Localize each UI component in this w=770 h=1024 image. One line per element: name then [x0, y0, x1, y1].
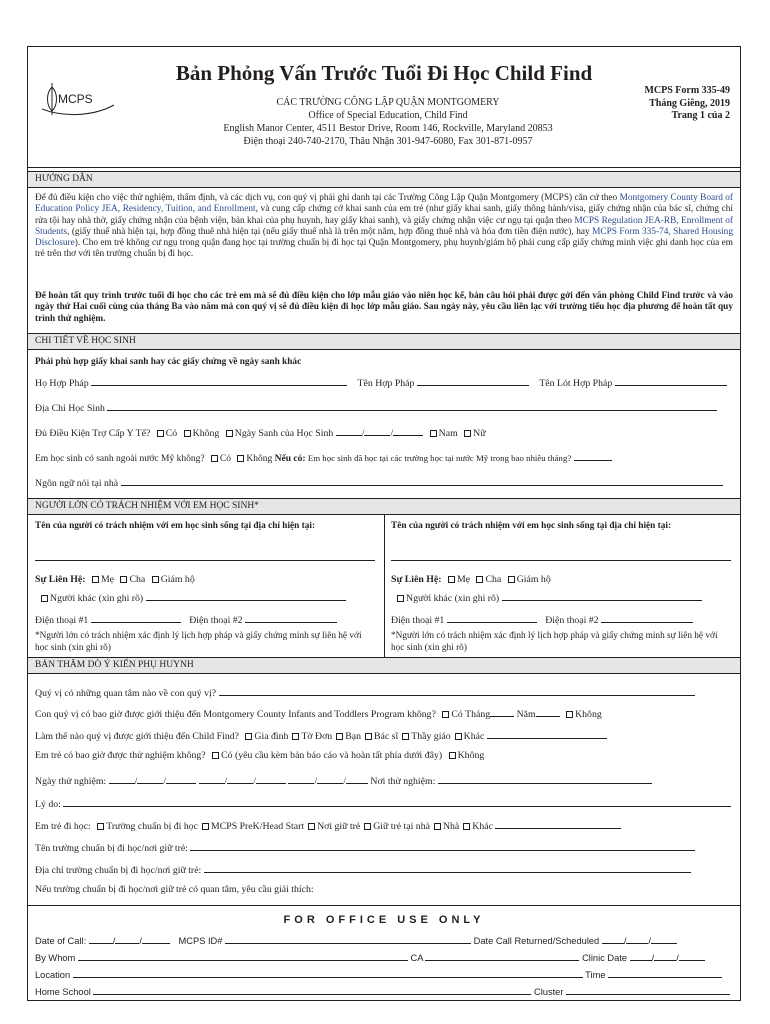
time-label: Time [585, 970, 606, 980]
attends-option-5-checkbox[interactable] [463, 823, 470, 830]
office-phones: Điện thoại 240-740-2170, Thâu Nhận 301-947-6080, Fax 301-871-0957 [243, 136, 533, 147]
us-school-months-field[interactable] [574, 450, 612, 461]
form-page [27, 46, 741, 1001]
adult-2-phone1-field[interactable] [447, 612, 537, 623]
attends-option-2-checkbox[interactable] [308, 823, 315, 830]
adult-1-other-field[interactable] [146, 590, 346, 601]
infants-toddlers-no-checkbox[interactable] [566, 711, 573, 718]
referral-options [241, 731, 484, 742]
adult-1-name-field[interactable] [35, 550, 375, 561]
attends-other-field[interactable] [495, 818, 621, 829]
reason-label: Lý do: [35, 799, 61, 810]
medical-yes-label: Có [165, 428, 178, 439]
office-name: Office of Special Education, Child Find [308, 110, 468, 121]
attends-option-4-label: Nhà [442, 821, 460, 832]
first-name-label: Tên Hợp Pháp [357, 378, 415, 389]
form-meta [644, 85, 730, 123]
adult-2-column [391, 520, 736, 678]
adult-2-father-checkbox[interactable] [476, 576, 483, 583]
adult-1-relation-label: Sự Liên Hệ: [35, 574, 86, 585]
instructions-text-1: Để đủ điều kiện cho việc thử nghiệm, thẩm định, và các dịch vụ, con quý vị phải ghi danh tại các Trường Công Lập Quận Montgomery (MCPS) căn cứ theo [35, 193, 620, 203]
deadline-paragraph: Để hoàn tất quy trình trước tuổi đi học cho các trẻ em mà sẽ đủ điều kiện cho lớp mẫu giáo vào niên học kế, bản câu hỏi phải được gởi đến văn phòng Child Find trước và vào ngày thứ Hai cuối cùng của tháng Ba vào năm mà con quý vị sẽ đủ điều kiện đi học lớp mẫu giáo. Sau ngày này, yêu cầu liên lạc với trường tiểu học địa phương để hoàn tất quy trình thử nghiệm. [35, 291, 733, 324]
date-returned-day[interactable] [626, 933, 648, 944]
adult-2-father-label: Cha [485, 574, 502, 585]
birth-doc-note: Phải phù hợp giấy khai sanh hay các giấy chứng về ngày sanh khác [35, 357, 302, 367]
school-name-field[interactable] [190, 840, 695, 851]
concerns-label: Quý vị có những quan tâm nào về con quý vị? [35, 688, 217, 699]
office-row-1: Date of Call: / / MCPS ID# Date Call Returned/Scheduled / / [35, 933, 735, 946]
date-of-call-year[interactable] [142, 933, 170, 944]
us-school-months-label: Em học sinh đã học tại các trường học tại nước Mỹ trong bao nhiêu tháng? [307, 453, 572, 463]
school-concerns-row [35, 884, 735, 896]
page-number: Trang 1 của 2 [671, 110, 730, 121]
policy-jea-link[interactable]: Montgomery County Board of Education Policy JEA, Residency, Tuition, and Enrollment [35, 193, 733, 215]
mcps-id-field[interactable] [225, 933, 471, 944]
infants-toddlers-month-label: Tháng [465, 709, 491, 720]
adult-1-column [35, 520, 380, 678]
responsible-adults-heading: NGƯỜI LỚN CÓ TRÁCH NHIỆM VỚI EM HỌC SINH* [28, 498, 740, 515]
dob-year-field[interactable] [393, 425, 423, 436]
male-label: Nam [438, 428, 458, 439]
infants-toddlers-yes-checkbox[interactable] [442, 711, 449, 718]
school-name-label: Tên trường chuẩn bị đi học/nơi giữ trẻ: [35, 843, 188, 854]
tested-row [35, 750, 735, 762]
date-returned-month[interactable] [602, 933, 624, 944]
referral-option-5-checkbox[interactable] [455, 733, 462, 740]
test-date-2-month[interactable] [199, 773, 225, 784]
test-date-2-year[interactable] [256, 773, 286, 784]
adult-1-other-label: Người khác (xin ghi rõ) [50, 593, 144, 604]
tested-no-label: Không [457, 750, 485, 761]
school-system-name: CÁC TRƯỜNG CÔNG LẬP QUẬN MONTGOMERY [276, 97, 500, 108]
adult-2-footnote: *Người lớn có trách nhiệm xác định lý lịch hợp pháp và giấy chứng minh sự liên hệ với học sinh (xin ghi rõ) [391, 631, 718, 653]
by-whom-field[interactable] [78, 950, 408, 961]
last-name-label: Họ Hợp Pháp [35, 378, 89, 389]
test-date-1-month[interactable] [109, 773, 135, 784]
reason-row [35, 796, 735, 811]
female-checkbox[interactable] [464, 430, 471, 437]
concerns-field[interactable] [219, 685, 695, 696]
ca-label: CA [410, 953, 423, 963]
attends-option-3-checkbox[interactable] [364, 823, 371, 830]
test-date-3-year[interactable] [346, 773, 368, 784]
adult-2-guardian-checkbox[interactable] [508, 576, 515, 583]
referral-other-field[interactable] [487, 728, 607, 739]
infants-toddlers-label: Con quý vị có bao giờ được giới thiệu đến Montgomery County Infants and Toddlers Program không? [35, 709, 436, 720]
test-date-1-year[interactable] [166, 773, 196, 784]
adult-1-phone2-label: Điện thoại #2 [189, 615, 243, 626]
adult-2-other-label: Người khác (xin ghi rõ) [406, 593, 500, 604]
student-details-heading: CHI TIẾT VỀ HỌC SINH [28, 333, 740, 350]
office-row-2: By Whom CA Clinic Date / / [35, 950, 735, 963]
adult-1-father-label: Cha [129, 574, 146, 585]
referral-label: Làm thế nào quý vị được giới thiệu đến Child Find? [35, 731, 239, 742]
logo-text: MCPS [58, 92, 93, 106]
test-location-label: Nơi thử nghiệm: [370, 776, 436, 787]
adult-2-other-field[interactable] [502, 590, 702, 601]
test-date-row: Ngày thử nghiệm: / / / / / / Nơi thử nghiệm: [35, 773, 735, 788]
instructions-heading: HƯỚNG DẪN [28, 171, 740, 188]
ca-field[interactable] [425, 950, 579, 961]
attends-option-0-checkbox[interactable] [97, 823, 104, 830]
adult-2-other-checkbox[interactable] [397, 595, 404, 602]
referral-row [35, 728, 735, 743]
dob-day-field[interactable] [364, 425, 390, 436]
adult-2-other-row [391, 590, 736, 604]
adult-1-mother-checkbox[interactable] [92, 576, 99, 583]
tested-label: Em trẻ có bao giờ được thử nghiệm không? [35, 750, 206, 761]
adult-1-guardian-label: Giám hộ [160, 574, 195, 585]
attends-option-5-label: Khác [472, 821, 493, 832]
name-row [35, 375, 735, 390]
adult-1-relation-row [35, 574, 380, 585]
adult-1-other-checkbox[interactable] [41, 595, 48, 602]
office-row-4 [35, 984, 735, 997]
adult-1-phone2-field[interactable] [245, 612, 337, 623]
first-name-field[interactable] [417, 375, 529, 386]
adult-2-phone2-label: Điện thoại #2 [545, 615, 599, 626]
adult-2-phone1-label: Điện thoại #1 [391, 615, 445, 626]
instructions-text-4: ). Cho em trẻ không cư ngụ trong quận đang học tại trường chuẩn bị đi học tại Quận Montgomery, phụ huynh/giám hộ phải cung cấp giấy chứng minh việc ghi danh học của em trẻ trên thơ với tên trường chuẩn bị đi học. [35, 238, 733, 260]
time-field[interactable] [608, 967, 722, 978]
attends-option-4-checkbox[interactable] [434, 823, 441, 830]
male-checkbox[interactable] [430, 430, 437, 437]
test-location-field[interactable] [438, 773, 652, 784]
tested-yes-label: Có (yêu cầu kèm bản báo cáo và hoàn tất phía dưới đây) [221, 750, 443, 761]
adult-1-guardian-checkbox[interactable] [152, 576, 159, 583]
form-number: MCPS Form 335-49 [644, 85, 730, 96]
cluster-label: Cluster [534, 987, 564, 997]
adult-2-mother-checkbox[interactable] [448, 576, 455, 583]
office-divider [28, 905, 740, 906]
referral-option-2-label: Bạn [345, 731, 361, 742]
concerns-row [35, 685, 735, 700]
dob-label: Ngày Sanh của Học Sinh [234, 428, 334, 439]
attends-option-3-label: Giữ trẻ tại nhà [373, 821, 430, 832]
last-name-field[interactable] [91, 375, 347, 386]
attends-option-1-checkbox[interactable] [202, 823, 209, 830]
test-date-label: Ngày thử nghiệm: [35, 776, 107, 787]
office-row-3 [35, 967, 735, 980]
attends-options [93, 821, 493, 832]
medical-label: Đủ Điều Kiện Trợ Cấp Y Tế? [35, 428, 151, 439]
medical-dob-row: Đủ Điều Kiện Trợ Cấp Y Tế? Có Không Ngày Sanh của Học Sinh / / Nam Nữ [35, 425, 735, 440]
language-field[interactable] [121, 475, 723, 486]
referral-option-5-label: Khác [463, 731, 485, 742]
born-abroad-yes-checkbox[interactable] [211, 455, 218, 462]
adult-1-phone1-label: Điện thoại #1 [35, 615, 89, 626]
date-of-call-month[interactable] [89, 933, 113, 944]
adult-1-title: Tên của người có trách nhiệm với em học sinh sống tại địa chỉ hiện tại: [35, 521, 316, 531]
instructions-text-3: , (giấy thuế nhà hiện tại, hợp đồng thuê nhà hiện tại (nếu giấy thuế nhà là trên một năm, hợp đồng thuê nhà và hóa đơn tiền điện nước), hay [67, 226, 593, 237]
referral-option-0-label: Gia đình [254, 731, 289, 742]
clinic-date-month[interactable] [630, 950, 652, 961]
infants-toddlers-year-field[interactable] [536, 706, 560, 717]
adult-2-guardian-label: Giám hộ [516, 574, 551, 585]
if-yes-label: Nếu có: [274, 454, 306, 464]
infants-toddlers-year-label: Năm [516, 709, 536, 720]
reason-field[interactable] [63, 796, 731, 807]
home-school-field[interactable] [93, 984, 531, 995]
adult-1-footnote: *Người lớn có trách nhiệm xác định lý lịch hợp pháp và giấy chứng minh sự liên hệ với học sinh (xin ghi rõ) [35, 631, 362, 653]
office-address: English Manor Center, 4511 Bestor Drive, Room 146, Rockville, Maryland 20853 [223, 123, 553, 134]
referral-option-0-checkbox[interactable] [245, 733, 252, 740]
school-name-row [35, 840, 735, 855]
dob-checkbox[interactable] [226, 430, 233, 437]
office-address-block [178, 96, 598, 148]
date-of-call-label: Date of Call: [35, 936, 87, 946]
adult-2-mother-label: Mẹ [456, 574, 471, 585]
born-abroad-no-checkbox[interactable] [237, 455, 244, 462]
attends-row [35, 818, 735, 833]
adults-column-divider [384, 515, 385, 657]
referral-option-1-label: Tờ Đơn [301, 731, 333, 742]
medical-no-checkbox[interactable] [184, 430, 191, 437]
born-abroad-no-label: Không [246, 454, 273, 464]
infants-toddlers-row [35, 706, 735, 721]
medical-yes-checkbox[interactable] [157, 430, 164, 437]
referral-option-3-checkbox[interactable] [365, 733, 372, 740]
adult-1-mother-label: Mẹ [100, 574, 115, 585]
address-field[interactable] [107, 400, 717, 411]
attends-option-0-label: Trường chuẩn bị đi học [106, 821, 198, 832]
tested-no-checkbox[interactable] [449, 752, 456, 759]
tested-yes-checkbox[interactable] [212, 752, 219, 759]
infants-toddlers-yes-label: Có [451, 709, 463, 720]
middle-name-field[interactable] [615, 375, 727, 386]
office-use-title: FOR OFFICE USE ONLY [283, 914, 485, 926]
form-title: Bản Phỏng Vấn Trước Tuổi Đi Học Child Find [175, 61, 593, 85]
language-label: Ngôn ngữ nói tại nhà [35, 478, 119, 489]
address-row [35, 400, 735, 415]
adult-2-relation-row [391, 574, 736, 585]
language-row [35, 475, 735, 490]
adult-2-phones-row [391, 612, 736, 626]
home-school-label: Home School [35, 987, 91, 997]
location-label: Location [35, 970, 71, 980]
referral-option-1-checkbox[interactable] [292, 733, 299, 740]
school-address-field[interactable] [204, 862, 691, 873]
referral-option-2-checkbox[interactable] [336, 733, 343, 740]
attends-option-1-label: MCPS PreK/Head Start [211, 821, 305, 832]
adult-2-phone2-field[interactable] [601, 612, 693, 623]
instructions-paragraph [35, 193, 733, 261]
adult-1-phones-row [35, 612, 380, 626]
born-abroad-row [35, 450, 735, 465]
adult-2-title: Tên của người có trách nhiệm với em học sinh sống tại địa chỉ hiện tại: [391, 521, 672, 531]
infants-toddlers-no-label: Không [575, 709, 602, 720]
adult-2-relation-label: Sự Liên Hệ: [391, 574, 442, 585]
clinic-date-label: Clinic Date [582, 953, 628, 963]
infants-toddlers-month-field[interactable] [490, 706, 514, 717]
cluster-field[interactable] [566, 984, 730, 995]
location-field[interactable] [73, 967, 583, 978]
female-label: Nữ [473, 428, 486, 439]
dob-month-field[interactable] [336, 425, 362, 436]
instructions-text-2: , và cung cấp chứng cớ khai sanh của em trẻ (như giấy khai sanh, giấy thông hành/visa, giấy chứng nhận của bác sĩ, chứng chỉ rửa tội hay nhà thờ, giấy chứng nhận của bệnh viện, bản khai của phụ huynh, hay giấy khai sanh), và giấy chứng nhận việc cư ngụ tại quận theo [35, 204, 734, 226]
date-returned-year[interactable] [651, 933, 677, 944]
adult-1-father-checkbox[interactable] [120, 576, 127, 583]
referral-option-4-checkbox[interactable] [402, 733, 409, 740]
adult-1-other-row [35, 590, 380, 604]
address-label: Địa Chỉ Học Sinh [35, 403, 105, 414]
school-address-label: Địa chỉ trường chuẩn bị đi học/nơi giữ trẻ: [35, 865, 202, 876]
referral-option-3-label: Bác sĩ [374, 731, 399, 742]
attends-option-2-label: Nơi giữ trẻ [317, 821, 361, 832]
regulation-jea-rb-link[interactable]: MCPS Regulation JEA-RB, Enrollment of Students [35, 215, 733, 237]
school-address-row [35, 862, 735, 877]
middle-name-label: Tên Lót Hợp Pháp [539, 378, 613, 389]
mcps-id-label: MCPS ID# [178, 936, 223, 946]
referral-option-4-label: Thầy giáo [411, 731, 451, 742]
form-335-74-link[interactable]: MCPS Form 335-74, Shared Housing Disclosure [35, 226, 733, 249]
date-of-call-day[interactable] [115, 933, 139, 944]
attends-label: Em trẻ đi học: [35, 821, 91, 832]
test-date-3-day[interactable] [317, 773, 343, 784]
parent-survey-heading: BẢN THĂM DÒ Ý KIẾN PHỤ HUYNH [28, 657, 740, 674]
adult-2-name-field[interactable] [391, 550, 731, 561]
clinic-date-day[interactable] [654, 950, 676, 961]
date-returned-label: Date Call Returned/Scheduled [473, 936, 600, 946]
adult-1-phone1-field[interactable] [91, 612, 181, 623]
born-abroad-yes-label: Có [219, 454, 232, 464]
form-header [28, 47, 740, 168]
by-whom-label: By Whom [35, 953, 76, 963]
test-date-2-day[interactable] [227, 773, 253, 784]
clinic-date-year[interactable] [679, 950, 705, 961]
born-abroad-label: Em học sinh có sanh ngoài nước Mỹ không? [35, 454, 205, 464]
test-date-3-month[interactable] [288, 773, 314, 784]
school-concerns-label: Nếu trường chuẩn bị đi học/nơi giữ trẻ có quan tâm, yêu cầu giải thích: [35, 884, 314, 895]
form-date: Tháng Giêng, 2019 [649, 97, 730, 109]
medical-no-label: Không [192, 428, 220, 439]
test-date-1-day[interactable] [137, 773, 163, 784]
